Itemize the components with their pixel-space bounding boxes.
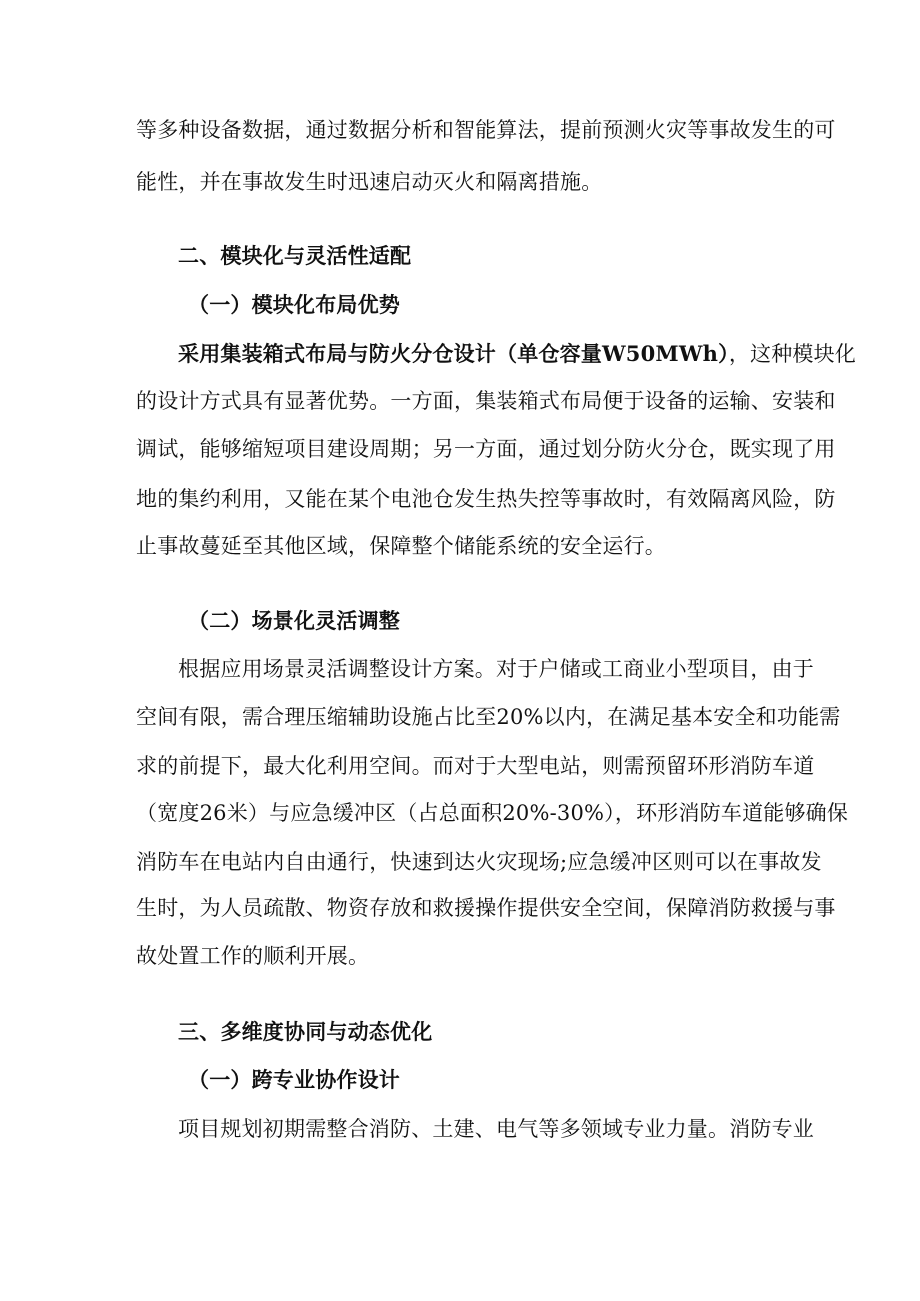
paragraph-line: 能性，并在事故发生时迅速启动灭火和隔离措施。 <box>136 170 603 194</box>
paragraph-line: 根据应用场景灵活调整设计方案。对于户储或工商业小型项目，由于 <box>178 657 814 681</box>
paragraph-line: 项目规划初期需整合消防、土建、电气等多领域专业力量。消防专业 <box>178 1117 814 1141</box>
paragraph-line: 求的前提下，最大化利用空间。而对于大型电站，则需预留环形消防车道 <box>136 754 815 778</box>
paragraph-line: 止事故蔓延至其他区域，保障整个储能系统的安全运行。 <box>136 534 666 558</box>
paragraph-line: 的设计方式具有显著优势。一方面，集装箱式布局便于设备的运输、安装和 <box>136 389 836 413</box>
subsection-heading: （一）跨专业协作设计 <box>188 1067 400 1092</box>
section-heading: 二、模块化与灵活性适配 <box>178 243 412 268</box>
paragraph-line: 等多种设备数据，通过数据分析和智能算法，提前预测火灾等事故发生的可 <box>136 118 836 142</box>
bold-phrase: 采用集装箱式布局与防火分仓设计（单仓容量W50MWh） <box>178 341 729 366</box>
subsection-heading: （二）场景化灵活调整 <box>188 608 400 633</box>
paragraph-line: 空间有限，需合理压缩辅助设施占比至20%以内，在满足基本安全和功能需 <box>136 705 841 729</box>
section-heading: 三、多维度协同与动态优化 <box>178 1019 433 1044</box>
paragraph-text: ，这种模块化 <box>728 342 857 366</box>
paragraph-line <box>178 339 856 369</box>
subsection-heading: （一）模块化布局优势 <box>188 292 400 317</box>
paragraph-line: 故处置工作的顺利开展。 <box>136 944 370 968</box>
paragraph-line: （宽度26米）与应急缓冲区（占总面积20%-30%），环形消防车道能够确保 <box>136 801 849 825</box>
paragraph-line: 生时，为人员疏散、物资存放和救援操作提供安全空间，保障消防救援与事 <box>136 896 836 920</box>
paragraph-line: 调试，能够缩短项目建设周期；另一方面，通过划分防火分仓，既实现了用 <box>136 437 836 461</box>
paragraph-line: 消防车在电站内自由通行，快速到达火灾现场;应急缓冲区则可以在事故发 <box>136 850 822 874</box>
paragraph-line: 地的集约利用，又能在某个电池仓发生热失控等事故时，有效隔离风险，防 <box>136 487 836 511</box>
